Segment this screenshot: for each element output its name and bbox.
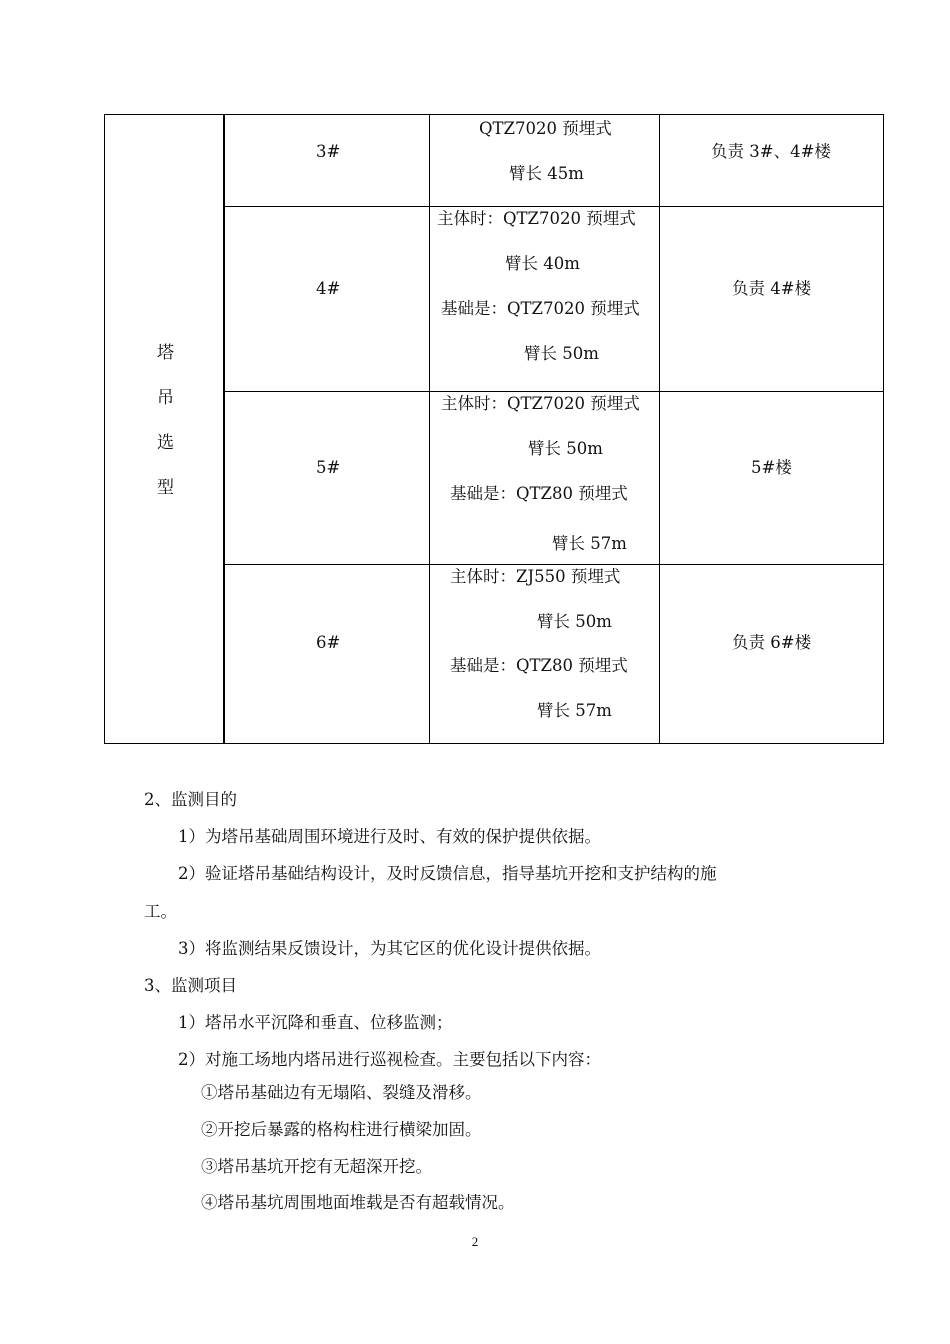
crane-spec-line: 主体时：QTZ7020 预埋式: [441, 394, 640, 413]
list-item: 2）对施工场地内塔吊进行巡视检查。主要包括以下内容：: [178, 1050, 601, 1069]
crane-number: 5#: [316, 458, 341, 477]
list-item: 1）塔吊水平沉降和垂直、位移监测；: [178, 1013, 453, 1032]
table-divider: [659, 115, 660, 743]
crane-scope: 5#楼: [751, 458, 792, 477]
crane-spec-line: QTZ7020 预埋式: [479, 119, 612, 138]
crane-spec-line: 臂长 57m: [552, 534, 627, 553]
crane-spec-line: 基础是：QTZ80 预埋式: [450, 484, 628, 503]
table-divider: [223, 115, 225, 743]
sub-list-item: ③塔吊基坑开挖有无超深开挖。: [201, 1157, 432, 1176]
list-item: 2）验证塔吊基础结构设计，及时反馈信息，指导基坑开挖和支护结构的施: [178, 864, 717, 883]
table-row-divider: [225, 564, 883, 565]
table-divider: [429, 115, 430, 743]
page-number: 2: [471, 1234, 479, 1249]
crane-number: 6#: [316, 633, 341, 652]
crane-spec-line: 基础是：QTZ7020 预埋式: [441, 299, 640, 318]
crane-scope: 负责 6#楼: [732, 633, 812, 652]
sub-list-item: ②开挖后暴露的格构柱进行横梁加固。: [201, 1120, 482, 1139]
section-heading: 2、监测目的: [144, 790, 237, 809]
crane-spec-line: 主体时：ZJ550 预埋式: [450, 567, 621, 586]
crane-spec-line: 臂长 50m: [524, 344, 599, 363]
side-label-char: 选: [157, 433, 174, 453]
side-label-char: 型: [157, 478, 174, 498]
crane-spec-line: 基础是：QTZ80 预埋式: [450, 656, 628, 675]
crane-scope: 负责 3#、4#楼: [711, 142, 831, 161]
side-label-char: 塔: [157, 343, 174, 363]
side-label-char: 吊: [157, 388, 174, 408]
list-item: 3）将监测结果反馈设计，为其它区的优化设计提供依据。: [178, 939, 601, 958]
crane-scope: 负责 4#楼: [732, 279, 812, 298]
crane-spec-line: 臂长 45m: [509, 164, 584, 183]
table-row-divider: [225, 391, 883, 392]
list-item: 1）为塔吊基础周围环境进行及时、有效的保护提供依据。: [178, 827, 601, 846]
crane-spec-line: 臂长 50m: [537, 612, 612, 631]
crane-number: 3#: [316, 142, 341, 161]
sub-list-item: ①塔吊基础边有无塌陷、裂缝及滑移。: [201, 1083, 482, 1102]
crane-spec-line: 主体时：QTZ7020 预埋式: [437, 209, 636, 228]
crane-spec-line: 臂长 50m: [528, 439, 603, 458]
crane-number: 4#: [316, 279, 341, 298]
tower-crane-selection-table: [104, 114, 884, 744]
sub-list-item: ④塔吊基坑周围地面堆载是否有超载情况。: [201, 1193, 515, 1212]
table-row-divider: [225, 206, 883, 207]
section-heading: 3、监测项目: [144, 976, 237, 995]
crane-spec-line: 臂长 40m: [505, 254, 580, 273]
list-item-continuation: 工。: [144, 902, 177, 921]
crane-spec-line: 臂长 57m: [537, 701, 612, 720]
